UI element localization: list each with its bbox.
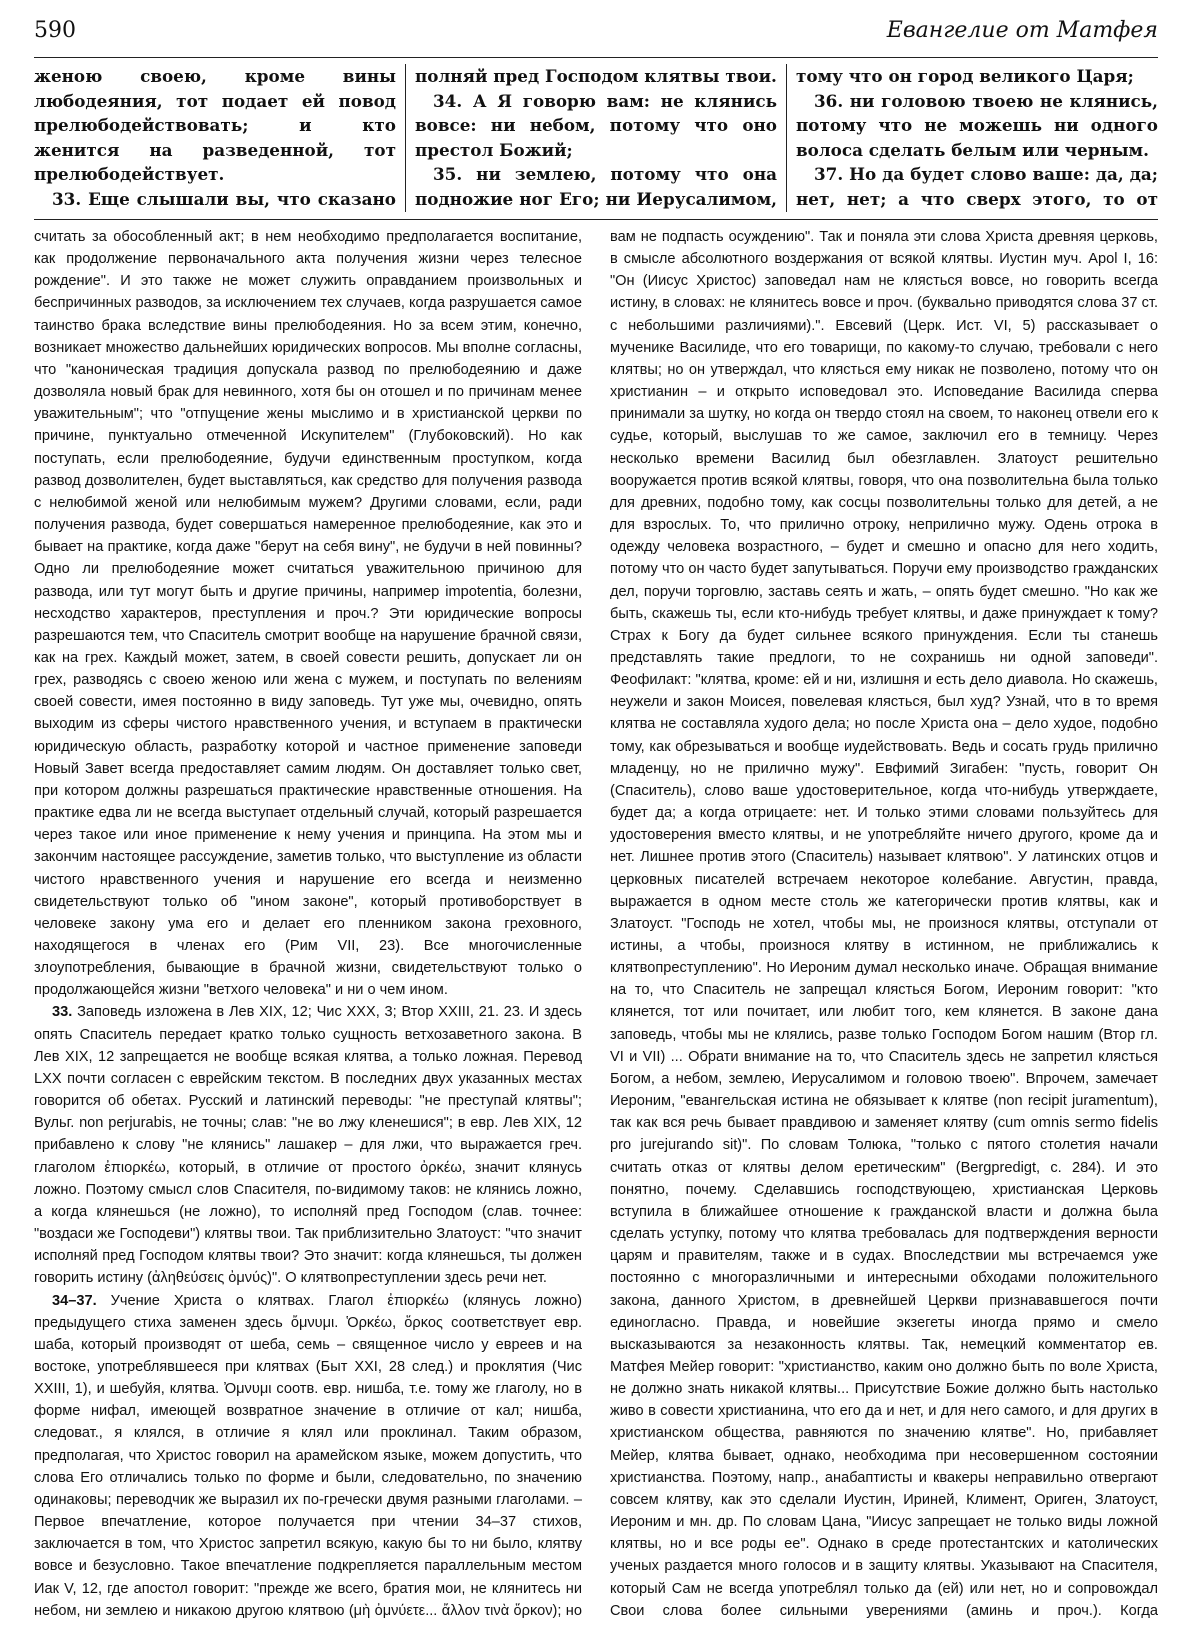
scripture-verse-35: 35. ни землею, потому что она подножие ног Его; ни Иерусалимом, <box>415 164 777 209</box>
scripture-paragraph: женою своею, кроме вины любодеяния, тот подает ей повод прелюбодействовать; и кто женится на разведенной, тот прелюбодействует. <box>34 66 396 185</box>
commentary-paragraph <box>34 226 582 1001</box>
running-title: Евангелие от Матфея <box>886 18 1158 43</box>
scripture-column-2 <box>405 64 786 212</box>
commentary <box>34 226 1158 1621</box>
commentary-paragraph <box>610 226 1158 1621</box>
header-rule <box>34 57 1158 58</box>
page-number: 590 <box>34 18 76 43</box>
scripture-verse-37: 37. Но да будет слово ваше: да, да; нет, нет; а что сверх этого, то от <box>796 164 1158 209</box>
page-header <box>34 18 1158 54</box>
commentary-text: Учение Христа о клятвах. Глагол ἐπιορκέω (клянусь ложно) предыдущего стиха заменен здесь ὄμνυμι. Ὁρκέω, ὅρκος соответствует евр. шаба, который производят от шеба, семь – священное число у евреев и на востоке, употреблявшееся при клятвах (Быт XXI, 28 след.) и проклятия (Чис XXIII, 1), и шебуйя, клятва. Ὀμνυμι соотв. евр. нишба, т.е. тому же глаголу, но в форме нифал, имеющей возвратное значение в отличие от кал; нишба, следоват., я клялся, в отличие я клял или проклинал. Таким образом, предполагая, что Христос говорил на арамейском языке, можем допустить, что слова Его отличались только по форме и были, следовательно, по значению одинаковы; переводчик же выразил их по-гречески двумя разными глаголами. – Первое впечатление, которое получается при чтении 34–37 стихов, заключается в том, что Христос запретил всякую, какую бы то ни было, клятву вовсе и безусловно. Такое впечатление подкрепляется параллельным местом Иак V, 12, где апостол говорит: "прежде же всего, братия мои, не клянитесь ни небом, ни землею и никакою другою клятвою (μὴ ὀμνύετε... ἄλλον τινὰ ὅρκον); но <box>34 1292 582 1619</box>
scripture-verse-34: 34. А Я говорю вам: не клянись вовсе: ни небом, потому что оно престол Божий; <box>415 90 777 160</box>
commentary-text: считать за обособленный акт; в нем необходимо предполагается воспитание, как продолжение первоначального акта получения жизни через телесное рождение". И это также не может служить оправданием произвольных и беспричинных разводов, за исключением тех случаев, когда разрушается самое таинство брака вследствие вины прелюбодеяния. Но за всем этим, конечно, возникает множество дальнейших юридических вопросов. Мы вполне согласны, что "каноническая традиция допускала развод по прелюбодеянию и даже дозволяла новый брак для невинного, хотя бы он отошел и по причинам менее уважительным"; что "отпущение жены мыслимо и в христианской церкви по причине, пунктуально отмеченной Искупителем" (Глубоковский). Но как поступать, если прелюбодеяние, будучи единственным проступком, когда развод дозволителен, будет выставляться, как средство для получения развода с нелюбимой женой или нелюбимым мужем? Другими словами, если, ради получения развода, будет совершаться намеренное прелюбодеяние, как это и бывает на практике, когда даже "берут на себя вину", не будучи в ней повинны? Одно ли прелюбодеяние может считаться уважительною причиною для развода, или тут могут быть и другие причины, например impotentia, болезни, несходство характеров, преступления и проч.? Эти юридические вопросы разрешаются тем, что Спаситель смотрит вообще на нарушение брачной связи, как на грех. Каждый может, затем, в своей совести решить, допускает ли он грех, разводясь с своею женою или жена с мужем, и поступать по велениям своей совести, имея постоянно в виду заповедь. Тут уже мы, очевидно, опять выходим из сферы чистого нравственного учения, и вступаем в практически юридическую область, разработку которой и частное применение заповеди Новый Завет всегда предоставляет самим людям. Он доставляет только свет, при котором должны разрешаться практические нравственные отношения. На практике едва ли не всегда выступает отдельный случай, который разрешается через такое или иное применение к нему учения и принципа. На этом мы и закончим настоящее рассуждение, заметив только, что выступление из области чистого нравственного учения и нарушение его всегда и неизменно свидетельствуют только об "ином законе", который противоборствует в человеке закону ума его и делает его пленником закона греховного, находящегося в членах его (Рим VII, 23). Все многочисленные злоупотребления, бывающие в брачной жизни, свидетельствуют только о продолжающейся жизни "ветхого человека" и ни о чем ином. <box>34 229 582 999</box>
scripture-column-3 <box>786 64 1158 212</box>
scripture-column-1 <box>34 64 405 212</box>
scripture-paragraph: полняй пред Господом клятвы твои. <box>415 66 777 86</box>
commentary-text: вам не подпасть осуждению". Так и поняла эти слова Христа древняя церковь, в смысле абсолютного воздержания от всякой клятвы. Иустин муч. Apol I, 16: "Он (Иисус Христос) заповедал нам не клясться вовсе, но говорить всегда истину, в словах: не клянитесь вовсе и проч. (буквально приводятся слова 37 ст. с небольшими различиями).". Евсевий (Церк. Ист. VI, 5) рассказывает о мученике Василиде, что его товарищи, по какому-то случаю, требовали с него клятвы; но он утверждал, что клясться ему никак не позволено, потому что он христианин – и открыто исповедовал это. Исповедание Василида сперва принимали за шутку, но когда он твердо стоял на своем, то наконец отвели его к судье, который, выслушав то же самое, заключил его в темницу. Через несколько времени Василид был обезглавлен. Златоуст решительно вооружается против всякой клятвы, говоря, что она позволительна была только для древних, подобно тому, как сосцы позволительны только для детей, а не для взрослых. То, что прилично отроку, неприлично мужу. Одень отрока в одежду человека возрастного, – будет и смешно и опасно для него ходить, потому что он часто будет запутываться. Поручи ему производство гражданских дел, поручи торговлю, заставь сеять и жать, – опять будет смешно. "Но как же быть, скажешь ты, если кто-нибудь требует клятвы, и даже принуждает к тому? Страх к Богу да будет сильнее всякого принуждения. Если ты станешь представлять такие предлоги, то не сохранишь ни одной заповеди". Феофилакт: "клятва, кроме: ей и ни, излишня и есть дело диавола. Но скажешь, неужели и закон Моисея, повелевая клясться, был худ? Узнай, что в то время клятва не составляла худого дела; но после Христа она – дело худое, подобно тому, как обрезываться и вообще иудействовать. Ведь и сосать грудь прилично младенцу, но не прилично мужу". Евфимий Зигабен: "пусть, говорит Он (Спаситель), слово ваше удостоверительное, когда что-нибудь утверждаете, будет да; а когда отрицаете: нет. И только этими словами пользуйтесь для удостоверения вместо клятвы, и не употребляйте ничего другого, кроме да и нет. Лишнее против этого (Спаситель) называет клятвою". У латинских отцов и церковных писателей встречаем некоторое колебание. Августин, правда, выражается в одном месте столь же категорически против клятвы, как и Златоуст. "Господь не хотел, чтобы мы, не произнося клятвы, отступали от истины, а чтобы, произнося клятву в истинном, не приближались к клятвопреступлению". Но Иероним думал несколько иначе. Обращая внимание на то, что Спаситель не запрещал клясться Богом, Иероним говорит: "кто клянется, тот или почитает, или любит того, кем клянется. В законе дана заповедь, чтобы мы не клялись, разве только Господом Богом нашим (Втор гл. VI и VII) ... Обрати внимание на то, что Спаситель здесь не запретил клясться Богом, а небом, землею, Иерусалимом и головою твоею". Впрочем, замечает Иероним, "евангельская истина не обязывает к клятве (non recipit juramentum), так как вся речь бывает правдивою и заменяет клятву (cum omnis sermo fidelis pro jurejurando sit)". По словам Толюка, "только с пятого столетия начали считать отказ от клятвы делом еретическим" (Bergpredigt, с. 284). И это понятно, почему. Сделавшись господствующею, христианская Церковь вступила в ближайшее отношение к гражданской власти и должна была сделать уступку, потому что клятва требовалась для подтверждения верности царям и правителям, также и в судах. Впоследствии мы встречаемся уже постоянно с многоразличными и интересными обходами положительного закона, данного Христом, в древнейшей Церкви признававшегося почти единогласно. Правда, и новейшие экзегеты иногда прямо и смело высказываются за незаконность клятвы. Так, немецкий комментатор ев. Матфея Мейер говорит: "христианство, каким оно должно быть по воле Христа, не должно знать никакой клятвы... Присутствие Божие должно быть настолько живо в совести христианина, что его да и нет, и для него самого, и для других в христианском общества, равняются по значению клятве". Но, прибавляет Мейер, клятва бывает, однако, необходима при несовершенном состоянии христианства. Поэтому, напр., анабаптисты и квакеры неправильно отвергают совсем клятву, как это сделали Иустин, Ириней, Климент, Ориген, Златоуст, Иероним и мн. др. По словам Цана, "Иисус запрещает не только виды ложной клятвы, но и все роды ее". Однако в среде протестантских и католических ученых раздается много голосов и в защиту клятвы. Указывают на Спасителя, который Сам не всегда употреблял только да (ей) или нет, но и сопровождал Свои слова более сильными уверениями (аминь и проч.). Когда <box>610 229 1158 1619</box>
commentary-paragraph <box>34 1290 582 1622</box>
section-divider <box>34 219 1158 220</box>
commentary-column-left <box>34 226 582 1621</box>
scripture-verse-33: 33. Еще слышали вы, что сказано <box>52 188 396 209</box>
commentary-column-right <box>610 226 1158 1621</box>
verse-number: 34–37. <box>52 1292 97 1309</box>
commentary-text: Заповедь изложена в Лев XIX, 12; Чис XXX, 3; Втор XXIII, 21. 23. И здесь опять Спаситель передает кратко только сущность ветхозаветного закона. В Лев XIX, 12 запрещается не вообще всякая клятва, а только ложная. Перевод LXX почти согласен с еврейским текстом. В последних двух указанных местах говорится об обетах. Русский и латинский переводы: "не преступай клятвы"; Вульг. non perjurabis, не точны; слав: "не во лжу кленешися"; в евр. Лев XIX, 12 прибавлено к слову "не клянись" лашакер – для лжи, что выражается греч. глаголом ἐπιορκέω, который, в отличие от простого ὀρκέω, значит клянусь ложно. Поэтому смысл слов Спасителя, по-видимому таков: не клянись ложно, а когда клянешься (не ложно), то исполняй пред Господом (слав. точнее: "воздаси же Господеви") клятвы твои. Так приблизительно Златоуст: "что значит исполняй пред Господом клятвы твои? Это значит: когда клянешься, ты должен говорить истину (ἀληθεύσεις ὀμνύς)". О клятвопреступлении здесь речи нет. <box>34 1004 582 1287</box>
commentary-paragraph <box>34 1001 582 1289</box>
scripture-text <box>34 64 1158 212</box>
verse-number: 33. <box>52 1004 73 1021</box>
scripture-verse-36: 36. ни головою твоею не клянись, потому что не можешь ни одного волоса сделать белым или черным. <box>796 90 1158 160</box>
scripture-paragraph: тому что он город великого Царя; <box>796 66 1134 86</box>
